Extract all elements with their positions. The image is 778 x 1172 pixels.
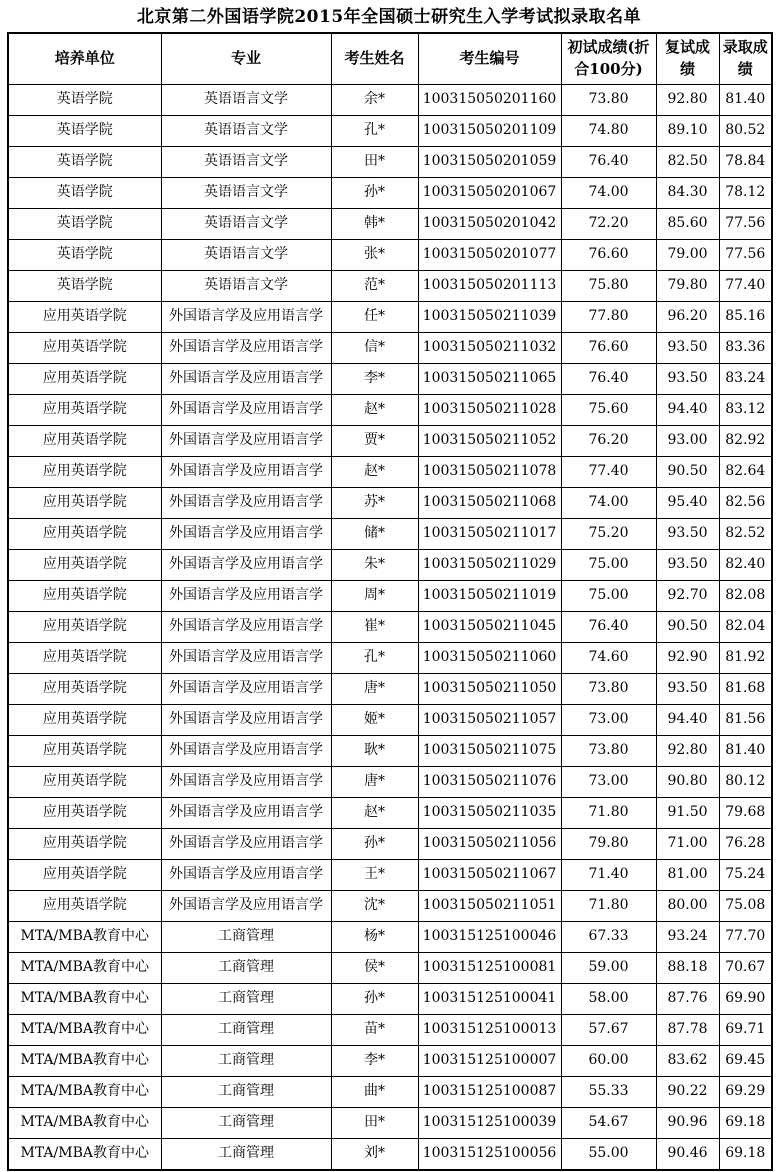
table-cell: 外国语言学及应用语言学 [161, 333, 331, 364]
table-cell: 100315050211056 [418, 829, 561, 860]
table-cell: 75.24 [719, 860, 772, 891]
table-row [8, 612, 772, 643]
table-cell: 54.67 [561, 1108, 656, 1139]
table-cell: 100315125100039 [418, 1108, 561, 1139]
table-body [8, 85, 772, 1171]
table-cell: 100315050211075 [418, 736, 561, 767]
table-cell: MTA/MBA教育中心 [8, 1139, 161, 1171]
table-cell: 100315050201113 [418, 271, 561, 302]
table-cell: 75.20 [561, 519, 656, 550]
table-cell: 94.40 [656, 705, 719, 736]
table-cell: 79.00 [656, 240, 719, 271]
table-cell: 英语学院 [8, 178, 161, 209]
table-cell: 曲* [331, 1077, 418, 1108]
table-cell: 92.90 [656, 643, 719, 674]
table-cell: 100315050211028 [418, 395, 561, 426]
table-cell: 应用英语学院 [8, 891, 161, 922]
table-cell: 工商管理 [161, 1046, 331, 1077]
table-cell: 应用英语学院 [8, 302, 161, 333]
table-row [8, 1015, 772, 1046]
table-cell: 100315050211057 [418, 705, 561, 736]
table-cell: 孙* [331, 984, 418, 1015]
table-cell: 79.80 [656, 271, 719, 302]
table-cell: 90.50 [656, 457, 719, 488]
table-cell: 73.00 [561, 705, 656, 736]
table-cell: 外国语言学及应用语言学 [161, 736, 331, 767]
table-cell: 应用英语学院 [8, 829, 161, 860]
table-cell: 73.80 [561, 674, 656, 705]
table-cell: 69.45 [719, 1046, 772, 1077]
table-cell: 74.80 [561, 116, 656, 147]
table-cell: 外国语言学及应用语言学 [161, 581, 331, 612]
table-row [8, 922, 772, 953]
table-cell: 英语学院 [8, 240, 161, 271]
table-cell: 82.08 [719, 581, 772, 612]
table-cell: 沈* [331, 891, 418, 922]
table-cell: 外国语言学及应用语言学 [161, 302, 331, 333]
table-cell: 75.00 [561, 581, 656, 612]
table-cell: 100315050201059 [418, 147, 561, 178]
table-cell: 100315050211060 [418, 643, 561, 674]
table-cell: 85.16 [719, 302, 772, 333]
table-cell: 外国语言学及应用语言学 [161, 643, 331, 674]
table-cell: 应用英语学院 [8, 488, 161, 519]
table-cell: 周* [331, 581, 418, 612]
table-cell: 100315125100046 [418, 922, 561, 953]
header-row [8, 33, 772, 85]
table-row [8, 643, 772, 674]
table-cell: 英语学院 [8, 116, 161, 147]
table-row [8, 891, 772, 922]
table-cell: 孙* [331, 178, 418, 209]
table-cell: 74.60 [561, 643, 656, 674]
table-cell: 英语语言文学 [161, 240, 331, 271]
table-cell: 69.18 [719, 1108, 772, 1139]
table-row [8, 209, 772, 240]
table-row [8, 1108, 772, 1139]
table-cell: 79.68 [719, 798, 772, 829]
table-cell: 工商管理 [161, 953, 331, 984]
table-row [8, 302, 772, 333]
table-cell: 82.40 [719, 550, 772, 581]
table-cell: 苗* [331, 1015, 418, 1046]
table-cell: 93.50 [656, 333, 719, 364]
table-cell: 72.20 [561, 209, 656, 240]
table-cell: 田* [331, 147, 418, 178]
table-cell: 69.71 [719, 1015, 772, 1046]
table-row [8, 395, 772, 426]
table-cell: MTA/MBA教育中心 [8, 984, 161, 1015]
table-cell: 88.18 [656, 953, 719, 984]
table-cell: 外国语言学及应用语言学 [161, 426, 331, 457]
table-cell: 工商管理 [161, 1108, 331, 1139]
table-cell: 83.12 [719, 395, 772, 426]
table-cell: 侯* [331, 953, 418, 984]
table-cell: 应用英语学院 [8, 736, 161, 767]
table-cell: 84.30 [656, 178, 719, 209]
table-cell: 100315050211029 [418, 550, 561, 581]
table-cell: 100315125100087 [418, 1077, 561, 1108]
table-cell: 90.22 [656, 1077, 719, 1108]
table-cell: 90.96 [656, 1108, 719, 1139]
table-cell: 80.12 [719, 767, 772, 798]
table-cell: 应用英语学院 [8, 333, 161, 364]
table-cell: 78.12 [719, 178, 772, 209]
table-cell: 英语学院 [8, 209, 161, 240]
table-cell: 朱* [331, 550, 418, 581]
table-cell: 外国语言学及应用语言学 [161, 860, 331, 891]
table-cell: 应用英语学院 [8, 581, 161, 612]
table-cell: 孔* [331, 643, 418, 674]
table-cell: 外国语言学及应用语言学 [161, 519, 331, 550]
table-cell: 英语语言文学 [161, 116, 331, 147]
table-cell: 73.80 [561, 85, 656, 116]
table-cell: 100315050211035 [418, 798, 561, 829]
table-row [8, 736, 772, 767]
table-cell: 王* [331, 860, 418, 891]
table-cell: 外国语言学及应用语言学 [161, 488, 331, 519]
table-cell: MTA/MBA教育中心 [8, 1046, 161, 1077]
table-cell: 李* [331, 364, 418, 395]
table-cell: 应用英语学院 [8, 364, 161, 395]
table-row [8, 984, 772, 1015]
table-cell: 工商管理 [161, 1077, 331, 1108]
admission-table [7, 32, 773, 1171]
table-cell: 英语语言文学 [161, 209, 331, 240]
table-cell: 张* [331, 240, 418, 271]
table-cell: 应用英语学院 [8, 860, 161, 891]
table-cell: 87.78 [656, 1015, 719, 1046]
table-cell: 79.80 [561, 829, 656, 860]
table-cell: 应用英语学院 [8, 767, 161, 798]
table-cell: 55.00 [561, 1139, 656, 1171]
column-header-number: 考生编号 [418, 33, 561, 85]
table-cell: 92.80 [656, 85, 719, 116]
table-cell: 100315050211076 [418, 767, 561, 798]
table-cell: 赵* [331, 395, 418, 426]
table-cell: 71.00 [656, 829, 719, 860]
table-cell: 范* [331, 271, 418, 302]
table-cell: 77.40 [561, 457, 656, 488]
table-row [8, 364, 772, 395]
table-cell: 100315050211032 [418, 333, 561, 364]
table-cell: 81.40 [719, 736, 772, 767]
table-cell: 英语语言文学 [161, 178, 331, 209]
table-cell: 应用英语学院 [8, 457, 161, 488]
table-cell: 80.00 [656, 891, 719, 922]
table-cell: 75.08 [719, 891, 772, 922]
table-cell: 100315050211050 [418, 674, 561, 705]
table-cell: 崔* [331, 612, 418, 643]
table-row [8, 674, 772, 705]
table-cell: 77.70 [719, 922, 772, 953]
table-cell: 外国语言学及应用语言学 [161, 829, 331, 860]
table-cell: 93.24 [656, 922, 719, 953]
table-row [8, 550, 772, 581]
table-cell: 69.18 [719, 1139, 772, 1171]
table-cell: MTA/MBA教育中心 [8, 953, 161, 984]
table-row [8, 116, 772, 147]
table-cell: 余* [331, 85, 418, 116]
table-cell: 外国语言学及应用语言学 [161, 457, 331, 488]
table-cell: 93.00 [656, 426, 719, 457]
table-cell: 信* [331, 333, 418, 364]
table-cell: 孔* [331, 116, 418, 147]
table-cell: 83.36 [719, 333, 772, 364]
table-cell: 75.80 [561, 271, 656, 302]
table-cell: 74.00 [561, 178, 656, 209]
table-cell: 77.80 [561, 302, 656, 333]
table-cell: 外国语言学及应用语言学 [161, 674, 331, 705]
column-header-admit-score: 录取成绩 [719, 33, 772, 85]
table-cell: 75.60 [561, 395, 656, 426]
table-cell: 82.04 [719, 612, 772, 643]
table-row [8, 271, 772, 302]
table-cell: 90.80 [656, 767, 719, 798]
table-cell: 应用英语学院 [8, 426, 161, 457]
table-cell: 77.56 [719, 240, 772, 271]
table-cell: 100315050211017 [418, 519, 561, 550]
table-cell: 95.40 [656, 488, 719, 519]
table-cell: 82.52 [719, 519, 772, 550]
table-cell: 90.50 [656, 612, 719, 643]
table-cell: 贾* [331, 426, 418, 457]
table-cell: MTA/MBA教育中心 [8, 1108, 161, 1139]
column-header-init-score: 初试成绩(折合100分) [561, 33, 656, 85]
table-row [8, 1046, 772, 1077]
table-cell: 外国语言学及应用语言学 [161, 767, 331, 798]
table-cell: 100315050201042 [418, 209, 561, 240]
table-cell: 81.00 [656, 860, 719, 891]
page-title: 北京第二外国语学院2015年全国硕士研究生入学考试拟录取名单 [136, 7, 642, 27]
table-cell: 76.60 [561, 240, 656, 271]
table-cell: 70.67 [719, 953, 772, 984]
table-cell: 96.20 [656, 302, 719, 333]
table-cell: 外国语言学及应用语言学 [161, 550, 331, 581]
table-cell: 100315050211065 [418, 364, 561, 395]
table-row [8, 457, 772, 488]
table-row [8, 705, 772, 736]
table-cell: 韩* [331, 209, 418, 240]
table-cell: 外国语言学及应用语言学 [161, 705, 331, 736]
table-cell: 100315050201109 [418, 116, 561, 147]
table-cell: 100315125100041 [418, 984, 561, 1015]
table-cell: 73.80 [561, 736, 656, 767]
table-cell: 93.50 [656, 550, 719, 581]
table-cell: 苏* [331, 488, 418, 519]
table-cell: 英语语言文学 [161, 85, 331, 116]
table-cell: 工商管理 [161, 1015, 331, 1046]
table-cell: 71.80 [561, 798, 656, 829]
table-row [8, 798, 772, 829]
table-cell: 100315050211051 [418, 891, 561, 922]
column-header-name: 考生姓名 [331, 33, 418, 85]
table-cell: 100315050201077 [418, 240, 561, 271]
table-cell: 唐* [331, 767, 418, 798]
table-cell: 100315050211039 [418, 302, 561, 333]
table-row [8, 147, 772, 178]
table-row [8, 581, 772, 612]
table-cell: 76.20 [561, 426, 656, 457]
table-cell: 储* [331, 519, 418, 550]
table-cell: 100315125100013 [418, 1015, 561, 1046]
table-row [8, 240, 772, 271]
table-cell: 76.40 [561, 612, 656, 643]
table-row [8, 1139, 772, 1171]
table-cell: 英语语言文学 [161, 147, 331, 178]
table-cell: 100315050211019 [418, 581, 561, 612]
table-cell: 英语语言文学 [161, 271, 331, 302]
table-cell: 100315050211067 [418, 860, 561, 891]
table-row [8, 1077, 772, 1108]
table-cell: 67.33 [561, 922, 656, 953]
table-cell: 83.24 [719, 364, 772, 395]
table-cell: 工商管理 [161, 922, 331, 953]
table-cell: 93.50 [656, 674, 719, 705]
column-header-retest-score: 复试成绩 [656, 33, 719, 85]
table-cell: 82.64 [719, 457, 772, 488]
table-row [8, 767, 772, 798]
table-cell: 100315050211052 [418, 426, 561, 457]
table-cell: 100315125100007 [418, 1046, 561, 1077]
table-cell: 外国语言学及应用语言学 [161, 364, 331, 395]
table-cell: 外国语言学及应用语言学 [161, 798, 331, 829]
table-row [8, 953, 772, 984]
table-cell: 59.00 [561, 953, 656, 984]
table-cell: 94.40 [656, 395, 719, 426]
table-cell: 57.67 [561, 1015, 656, 1046]
table-cell: 81.40 [719, 85, 772, 116]
table-cell: 赵* [331, 798, 418, 829]
table-cell: 工商管理 [161, 1139, 331, 1171]
table-cell: 91.50 [656, 798, 719, 829]
table-cell: 78.84 [719, 147, 772, 178]
table-cell: 应用英语学院 [8, 674, 161, 705]
column-header-major: 专业 [161, 33, 331, 85]
table-cell: 杨* [331, 922, 418, 953]
table-cell: 英语学院 [8, 85, 161, 116]
table-row [8, 860, 772, 891]
table-cell: 外国语言学及应用语言学 [161, 891, 331, 922]
table-cell: 60.00 [561, 1046, 656, 1077]
table-cell: 100315125100056 [418, 1139, 561, 1171]
table-cell: 应用英语学院 [8, 395, 161, 426]
table-cell: 76.40 [561, 364, 656, 395]
table-cell: 81.56 [719, 705, 772, 736]
table-row [8, 178, 772, 209]
table-cell: 应用英语学院 [8, 612, 161, 643]
table-row [8, 829, 772, 860]
table-cell: 应用英语学院 [8, 798, 161, 829]
table-cell: 73.00 [561, 767, 656, 798]
table-cell: 69.90 [719, 984, 772, 1015]
table-cell: 76.60 [561, 333, 656, 364]
table-header [8, 33, 772, 85]
table-cell: 外国语言学及应用语言学 [161, 395, 331, 426]
table-cell: 应用英语学院 [8, 519, 161, 550]
table-cell: 81.92 [719, 643, 772, 674]
table-cell: 82.56 [719, 488, 772, 519]
table-cell: 89.10 [656, 116, 719, 147]
table-cell: 82.92 [719, 426, 772, 457]
table-cell: 80.52 [719, 116, 772, 147]
table-cell: 71.80 [561, 891, 656, 922]
table-cell: 90.46 [656, 1139, 719, 1171]
table-cell: 87.76 [656, 984, 719, 1015]
table-cell: 任* [331, 302, 418, 333]
table-cell: 李* [331, 1046, 418, 1077]
table-cell: 应用英语学院 [8, 643, 161, 674]
table-row [8, 333, 772, 364]
table-cell: 93.50 [656, 364, 719, 395]
table-cell: 82.50 [656, 147, 719, 178]
table-cell: 外国语言学及应用语言学 [161, 612, 331, 643]
table-row [8, 426, 772, 457]
table-cell: MTA/MBA教育中心 [8, 922, 161, 953]
table-cell: 应用英语学院 [8, 550, 161, 581]
table-cell: MTA/MBA教育中心 [8, 1015, 161, 1046]
table-cell: 76.28 [719, 829, 772, 860]
table-cell: 耿* [331, 736, 418, 767]
table-row [8, 488, 772, 519]
table-cell: 孙* [331, 829, 418, 860]
table-cell: 75.00 [561, 550, 656, 581]
table-cell: 刘* [331, 1139, 418, 1171]
table-row [8, 85, 772, 116]
table-cell: 100315050211078 [418, 457, 561, 488]
table-cell: 100315050201067 [418, 178, 561, 209]
table-cell: 58.00 [561, 984, 656, 1015]
table-cell: 100315050201160 [418, 85, 561, 116]
column-header-unit: 培养单位 [8, 33, 161, 85]
table-cell: 55.33 [561, 1077, 656, 1108]
table-cell: 85.60 [656, 209, 719, 240]
table-cell: 英语学院 [8, 271, 161, 302]
table-cell: 应用英语学院 [8, 705, 161, 736]
table-cell: 100315050211045 [418, 612, 561, 643]
table-cell: 83.62 [656, 1046, 719, 1077]
table-cell: 田* [331, 1108, 418, 1139]
table-cell: 姬* [331, 705, 418, 736]
table-cell: 74.00 [561, 488, 656, 519]
table-cell: 76.40 [561, 147, 656, 178]
table-cell: 77.40 [719, 271, 772, 302]
table-cell: 93.50 [656, 519, 719, 550]
table-cell: 92.80 [656, 736, 719, 767]
table-cell: 81.68 [719, 674, 772, 705]
table-cell: 工商管理 [161, 984, 331, 1015]
table-cell: 100315125100081 [418, 953, 561, 984]
table-cell: 69.29 [719, 1077, 772, 1108]
table-cell: 赵* [331, 457, 418, 488]
table-cell: 71.40 [561, 860, 656, 891]
table-cell: 77.56 [719, 209, 772, 240]
table-cell: 英语学院 [8, 147, 161, 178]
table-row [8, 519, 772, 550]
table-cell: 100315050211068 [418, 488, 561, 519]
table-cell: MTA/MBA教育中心 [8, 1077, 161, 1108]
table-cell: 唐* [331, 674, 418, 705]
table-cell: 92.70 [656, 581, 719, 612]
